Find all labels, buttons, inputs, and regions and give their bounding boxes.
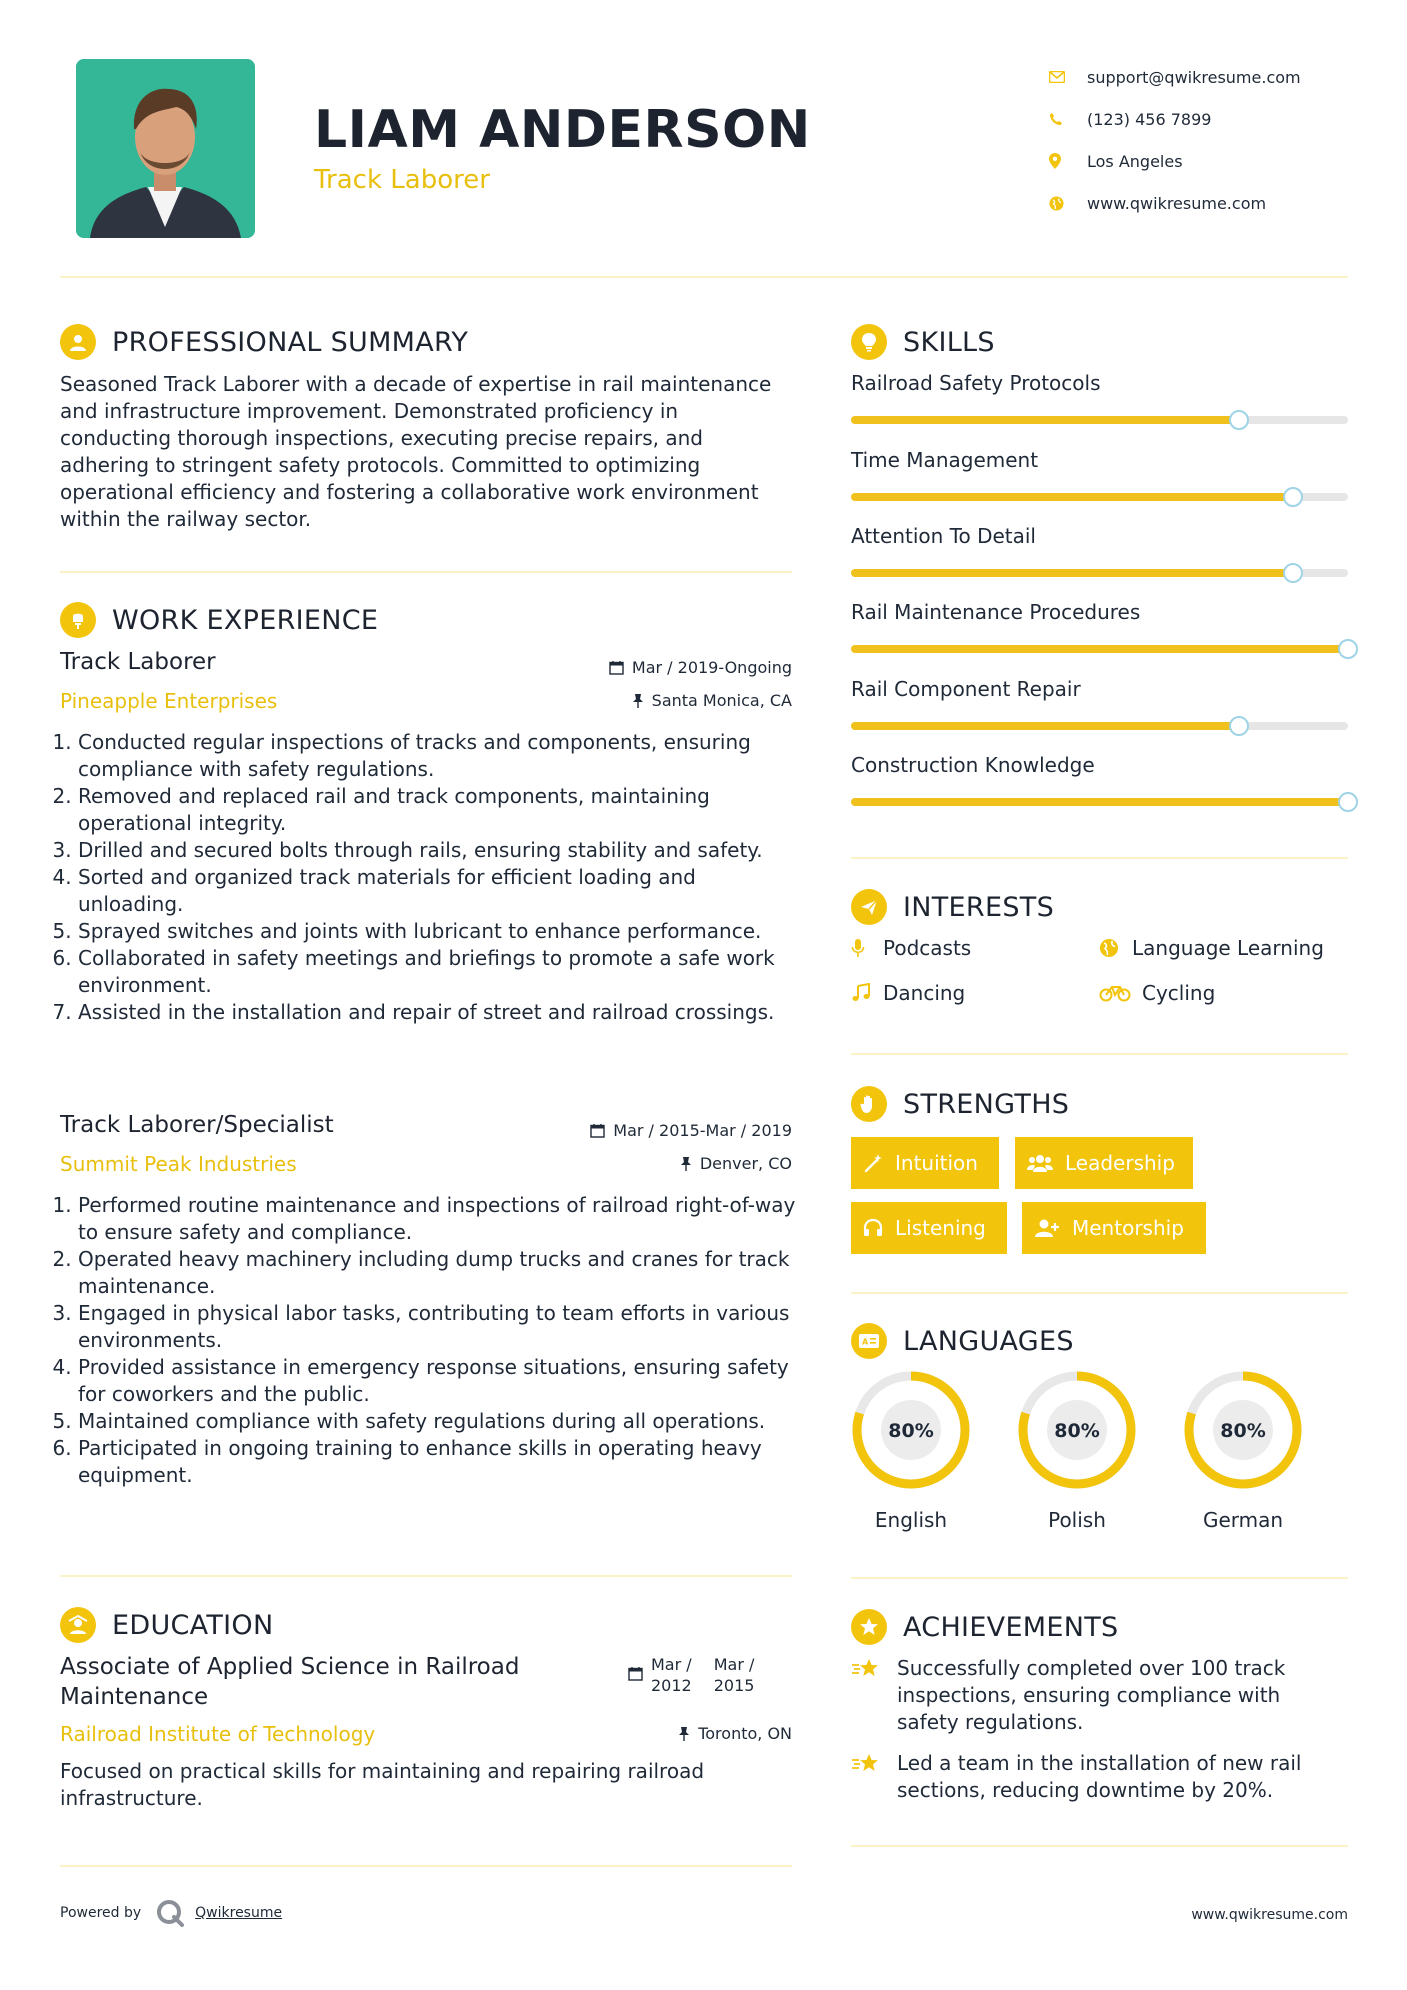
strengths-heading: [851, 1086, 1069, 1122]
calendar-icon: [628, 1666, 643, 1681]
interest-label: Podcasts: [883, 936, 972, 960]
skill-bar: [851, 493, 1348, 501]
education-title: EDUCATION: [112, 1609, 274, 1641]
summary-text: Seasoned Track Laborer with a decade of expertise in rail maintenance and infrastructure improvement. Demonstrated proficiency in conducting thorough inspections, executing precise repairs, and adhering to stringent safety protocols. Committed to optimizing operational efficiency and fostering a collaborative work environment within the railway sector.: [60, 372, 772, 531]
star-icon: [851, 1655, 897, 1688]
user-icon: [60, 324, 96, 360]
strength-tag-intuition: [851, 1137, 999, 1189]
profile-photo: [76, 59, 255, 238]
list-item: 3. Drilled and secured bolts through rails, ensuring stability and safety.: [78, 837, 796, 864]
svg-text:A: A: [862, 1337, 869, 1347]
summary-title: PROFESSIONAL SUMMARY: [112, 326, 469, 358]
qwikresume-logo-icon: [155, 1898, 185, 1928]
microphone-icon: [851, 938, 883, 958]
calendar-icon: [590, 1123, 605, 1138]
languages-divider: [851, 1577, 1348, 1579]
job-1-company: Pineapple Enterprises: [60, 689, 278, 713]
header-divider: [60, 276, 1348, 278]
footer-powered-by: [60, 1898, 282, 1928]
list-item: 1. Conducted regular inspections of tracks and components, ensuring compliance with safety regulations.: [78, 729, 796, 783]
education-end-month: Mar /: [713, 1655, 755, 1674]
pin-icon: [680, 1156, 692, 1171]
language-icon: [851, 1323, 887, 1359]
user-plus-icon: [1034, 1218, 1060, 1238]
skill-bar-knob: [1338, 792, 1358, 812]
skills-divider: [851, 857, 1348, 859]
language-name: German: [1202, 1508, 1284, 1532]
skill-bar-knob: [1229, 716, 1249, 736]
skill-bar: [851, 798, 1348, 806]
interest-label: Cycling: [1142, 981, 1216, 1005]
powered-by-text: Powered by: [60, 1905, 142, 1921]
job-2-company: Summit Peak Industries: [60, 1152, 297, 1176]
contact-email[interactable]: [1049, 56, 1369, 98]
work-title: WORK EXPERIENCE: [112, 604, 379, 636]
skill-bar: [851, 416, 1348, 424]
graduation-icon: [60, 1607, 96, 1643]
interest-language-learning: [1099, 936, 1324, 960]
magic-wand-icon: [863, 1153, 883, 1173]
job-2-location: [540, 1154, 792, 1173]
list-item: 4. Sorted and organized track materials for efficient loading and unloading.: [78, 864, 796, 918]
education-dates: [628, 1654, 754, 1696]
strength-tag-listening: [851, 1202, 1007, 1254]
achievement-text: Successfully completed over 100 track inspections, ensuring compliance with safety regulations.: [897, 1656, 1286, 1734]
candidate-role: Track Laborer: [314, 165, 490, 195]
bicycle-icon: [1099, 984, 1142, 1002]
skill-bar: [851, 722, 1348, 730]
achievements-title: ACHIEVEMENTS: [903, 1611, 1119, 1643]
job-1-date: [540, 658, 792, 677]
job-2-location-text: Denver, CO: [699, 1154, 792, 1173]
skill-name: Attention To Detail: [851, 524, 1036, 548]
language-german: [1183, 1370, 1303, 1532]
language-polish: [1017, 1370, 1137, 1532]
strength-tag-mentorship: [1022, 1202, 1206, 1254]
skills-title: SKILLS: [903, 326, 995, 358]
interests-heading: [851, 889, 1054, 925]
skill-bar-knob: [1283, 487, 1303, 507]
education-heading: [60, 1607, 273, 1643]
footer-website[interactable]: www.qwikresume.com: [1191, 1907, 1348, 1923]
calendar-icon: [609, 660, 624, 675]
interests-title: INTERESTS: [903, 891, 1055, 923]
achievements-heading: [851, 1609, 1119, 1645]
skill-bar: [851, 645, 1348, 653]
strength-label: Leadership: [1065, 1151, 1175, 1175]
skill-name: Railroad Safety Protocols: [851, 371, 1101, 395]
job-2-bullets: [60, 1192, 796, 1489]
job-1-location-text: Santa Monica, CA: [651, 691, 792, 710]
languages-title: LANGUAGES: [903, 1325, 1074, 1357]
contact-phone[interactable]: [1049, 98, 1369, 140]
contact-list: [1049, 56, 1369, 224]
skill-bar-fill: [851, 569, 1293, 577]
interest-dancing: [851, 981, 965, 1005]
contact-location: [1049, 140, 1369, 182]
job-1-bullets: [60, 729, 796, 1026]
job-1-date-text: Mar / 2019-Ongoing: [631, 658, 792, 677]
strength-tag-leadership: [1015, 1137, 1193, 1189]
skill-bar-fill: [851, 645, 1348, 653]
candidate-name: LIAM ANDERSON: [314, 100, 811, 160]
contact-website[interactable]: [1049, 182, 1369, 224]
star-badge-icon: [851, 1609, 887, 1645]
strength-label: Mentorship: [1072, 1216, 1184, 1240]
skill-name: Rail Component Repair: [851, 677, 1081, 701]
skill-bar-fill: [851, 722, 1239, 730]
qwikresume-link[interactable]: Qwikresume: [195, 1905, 283, 1921]
skill-name: Time Management: [851, 448, 1039, 472]
summary-divider: [60, 571, 792, 573]
headphones-icon: [863, 1218, 883, 1238]
list-item: 1. Performed routine maintenance and inspections of railroad right-of-way to ensure safety and compliance.: [78, 1192, 796, 1246]
job-2-date: [520, 1121, 792, 1140]
briefcase-icon: [60, 602, 96, 638]
education-description: Focused on practical skills for maintaining and repairing railroad infrastructure.: [60, 1759, 705, 1810]
job-2-title: Track Laborer/Specialist: [60, 1112, 334, 1138]
achievement-item-1: [851, 1655, 1321, 1736]
contact-website-text: www.qwikresume.com: [1087, 193, 1267, 213]
job-2-date-text: Mar / 2015-Mar / 2019: [613, 1121, 792, 1140]
summary-heading: [60, 324, 468, 360]
list-item: 6. Collaborated in safety meetings and briefings to promote a safe work environment.: [78, 945, 796, 999]
envelope-icon: [1049, 71, 1087, 83]
education-start-year: 2012: [651, 1676, 692, 1695]
languages-heading: [851, 1323, 1074, 1359]
contact-location-text: Los Angeles: [1087, 151, 1183, 171]
achievement-item-2: [851, 1750, 1331, 1804]
music-note-icon: [851, 983, 883, 1003]
skill-name: Construction Knowledge: [851, 753, 1095, 777]
skill-bar-knob: [1283, 563, 1303, 583]
skill-bar-fill: [851, 493, 1293, 501]
skill-bar-knob: [1338, 639, 1358, 659]
job-1-title: Track Laborer: [60, 649, 216, 675]
education-divider: [60, 1865, 792, 1867]
phone-icon: [1049, 112, 1087, 126]
list-item: 4. Provided assistance in emergency response situations, ensuring safety for coworkers and the public.: [78, 1354, 796, 1408]
language-name: Polish: [1048, 1508, 1106, 1532]
users-icon: [1027, 1153, 1053, 1173]
strength-label: Listening: [895, 1216, 986, 1240]
education-location: [560, 1724, 792, 1743]
skill-bar-knob: [1229, 410, 1249, 430]
globe-icon: [1049, 196, 1087, 211]
contact-phone-text: (123) 456 7899: [1087, 109, 1212, 129]
list-item: 3. Engaged in physical labor tasks, contributing to team efforts in various environments.: [78, 1300, 796, 1354]
paper-plane-icon: [851, 889, 887, 925]
education-school: Railroad Institute of Technology: [60, 1722, 376, 1746]
map-pin-icon: [1049, 153, 1087, 169]
skill-bar-fill: [851, 416, 1239, 424]
interest-label: Language Learning: [1132, 936, 1324, 960]
work-divider: [60, 1575, 792, 1577]
list-item: 2. Operated heavy machinery including dump trucks and cranes for track maintenance.: [78, 1246, 796, 1300]
achievement-text: Led a team in the installation of new rail sections, reducing downtime by 20%.: [897, 1751, 1302, 1802]
education-start-month: Mar /: [651, 1655, 692, 1674]
education-degree: Associate of Applied Science in Railroad Maintenance: [60, 1654, 520, 1710]
list-item: 6. Participated in ongoing training to enhance skills in operating heavy equipment.: [78, 1435, 796, 1489]
job-1-location: [540, 691, 792, 710]
list-item: 7. Assisted in the installation and repair of street and railroad crossings.: [78, 999, 796, 1026]
skill-bar: [851, 569, 1348, 577]
skill-name: Rail Maintenance Procedures: [851, 600, 1141, 624]
language-percent: 80%: [1054, 1420, 1100, 1442]
education-end-year: 2015: [713, 1676, 755, 1695]
list-item: 2. Removed and replaced rail and track components, maintaining operational integrity.: [78, 783, 796, 837]
interest-cycling: [1099, 981, 1215, 1005]
language-english: [851, 1370, 971, 1532]
list-item: 5. Sprayed switches and joints with lubricant to enhance performance.: [78, 918, 796, 945]
hand-icon: [851, 1086, 887, 1122]
language-name: English: [874, 1508, 948, 1532]
lightbulb-icon: [851, 324, 887, 360]
education-location-text: Toronto, ON: [698, 1724, 792, 1743]
strengths-divider: [851, 1292, 1348, 1294]
skill-bar-fill: [851, 798, 1348, 806]
language-percent: 80%: [1220, 1420, 1266, 1442]
language-percent: 80%: [888, 1420, 934, 1442]
contact-email-text: support@qwikresume.com: [1087, 67, 1301, 87]
list-item: 5. Maintained compliance with safety regulations during all operations.: [78, 1408, 796, 1435]
pin-icon: [678, 1726, 690, 1741]
interest-label: Dancing: [883, 981, 966, 1005]
skills-heading: [851, 324, 995, 360]
pin-icon: [632, 693, 644, 708]
star-icon: [851, 1750, 897, 1783]
strengths-title: STRENGTHS: [903, 1088, 1070, 1120]
achievements-divider: [851, 1845, 1348, 1847]
interests-divider: [851, 1053, 1348, 1055]
strength-label: Intuition: [895, 1151, 978, 1175]
interest-podcasts: [851, 936, 971, 960]
globe-icon: [1099, 938, 1132, 958]
work-heading: [60, 602, 378, 638]
